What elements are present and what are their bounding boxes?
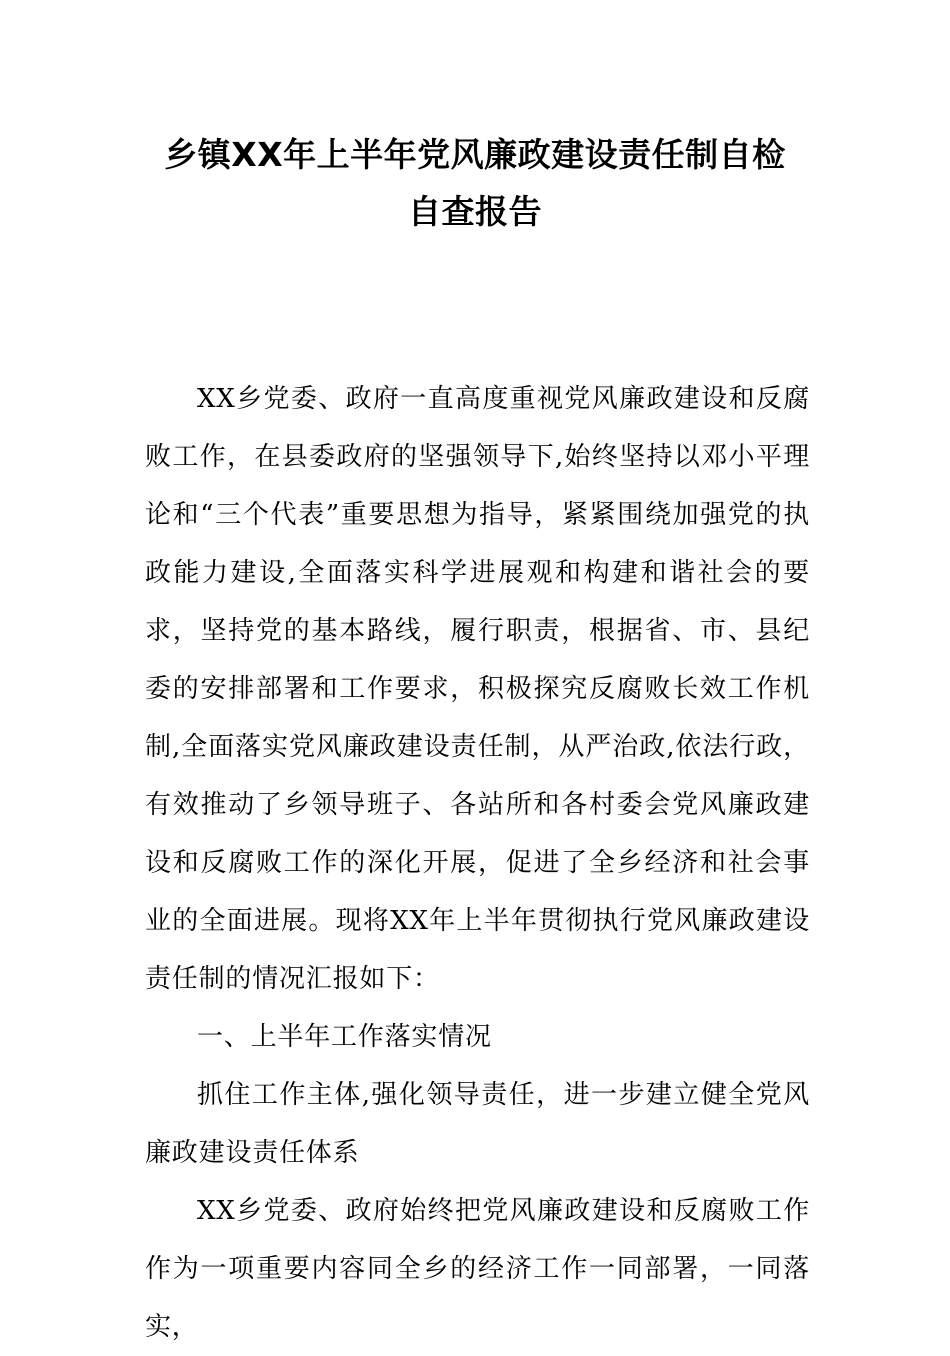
title-line-2: 自查报告 [408, 192, 542, 231]
section-heading: 一、上半年工作落实情况 [197, 1022, 492, 1052]
paragraph-body: XX乡党委、政府始终把党风廉政建设和反腐败工作作为一项重要内容同全乡的经济工作一同部署，一同落实， [145, 1196, 810, 1342]
paragraph-intro: XX乡党委、政府一直高度重视党风廉政建设和反腐败工作，在县委政府的坚强领导下,始终坚持以邓小平理论和“三个代表”重要思想为指导，紧紧围绕加强党的执政能力建设,全面落实科学进展观和构建和谐社会的要求，坚持党的基本路线，履行职责，根据省、市、县纪委的安排部署和工作要求，积极探究反腐败长效工作机制,全面落实党风廉政建设责任制，从严治政,依法行政，有效推动了乡领导班子、各站所和各村委会党风廉政建设和反腐败工作的深化开展，促进了全乡经济和社会事业的全面进展。现将XX年上半年贯彻执行党风廉政建设责任制的情况汇报如下： [145, 384, 810, 994]
subsection-heading: 抓住工作主体,强化领导责任，进一步建立健全党风廉政建设责任体系 [145, 1080, 810, 1168]
document-title [120, 126, 830, 240]
document-body [145, 370, 810, 1356]
title-line-1: 乡镇XX年上半年党风廉政建设责任制自检 [164, 135, 786, 174]
